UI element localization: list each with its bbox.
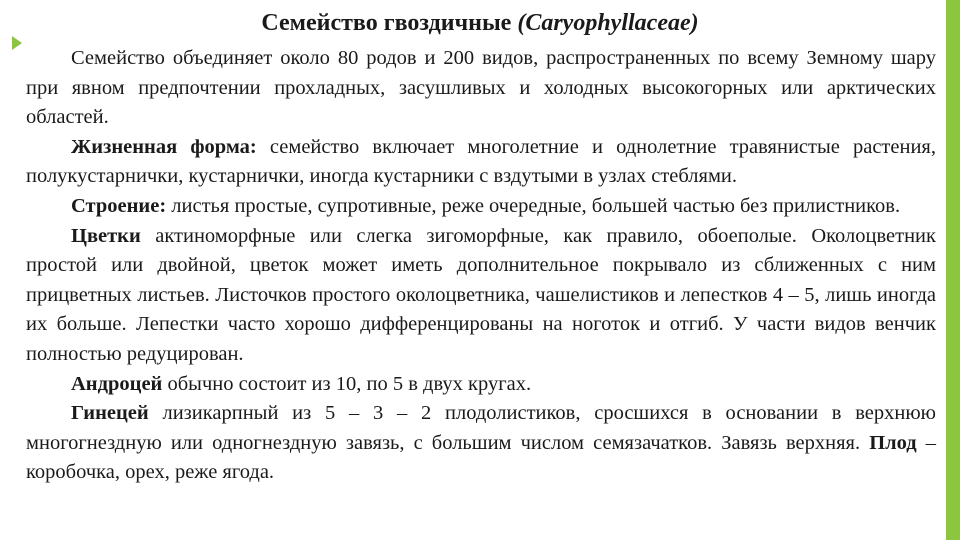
structure-text: листья простые, супротивные, реже очередные, большей частью без прилистников.	[166, 194, 901, 217]
paragraph-structure	[26, 192, 936, 222]
paragraph-gynoecium	[26, 399, 936, 488]
paragraph-flowers	[26, 222, 936, 370]
title-main: Семейство гвоздичные	[261, 10, 518, 36]
structure-label: Строение:	[71, 194, 167, 217]
androecium-text: обычно состоит из 10, по 5 в двух кругах.	[162, 372, 532, 395]
bullet-arrow-icon	[12, 36, 22, 50]
androecium-label: Андроцей	[71, 372, 163, 395]
paragraph-intro	[26, 44, 936, 133]
slide-content	[26, 44, 936, 488]
fruit-label: Плод	[869, 431, 917, 454]
paragraph-androecium	[26, 370, 936, 400]
life-form-label: Жизненная форма:	[71, 135, 257, 158]
flowers-label: Цветки	[71, 224, 141, 247]
paragraph-life-form	[26, 133, 936, 192]
intro-text: Семейство объединяет около 80 родов и 200 видов, распространенных по всему Земному шару при явном предпочтении прохладных, засушливых и холодных высокогорных или арктических областей.	[26, 47, 936, 129]
flowers-text: актиноморфные или слегка зигоморфные, как правило, обоеполые. Околоцветник простой или двойной, цветок может иметь дополнительное покрывало из сближенных с ним прицветных листьев. Листочков простого околоцветника, чашелистиков и лепестков 4 – 5, лишь иногда их больше. Лепестки часто хорошо дифференцированы на ноготок и отгиб. У части видов венчик полностью редуцирован.	[26, 224, 936, 365]
slide-title	[0, 8, 960, 38]
gynoecium-label: Гинецей	[71, 402, 149, 425]
life-form-text: семейство включает многолетние и однолетние травянистые растения, полукустарнички, кустарнички, иногда кустарники с вздутыми в узлах стеблями.	[26, 135, 936, 188]
title-latin: (Caryophyllaceae)	[517, 10, 699, 36]
fruit-text: – коробочка, орех, реже ягода.	[26, 431, 937, 484]
accent-bar	[946, 0, 960, 540]
gynoecium-text: лизикарпный из 5 – 3 – 2 плодолистиков, сросшихся в основании в верхнюю многогнездную или одногнездную завязь, с большим числом семязачатков. Завязь верхняя.	[26, 402, 936, 454]
